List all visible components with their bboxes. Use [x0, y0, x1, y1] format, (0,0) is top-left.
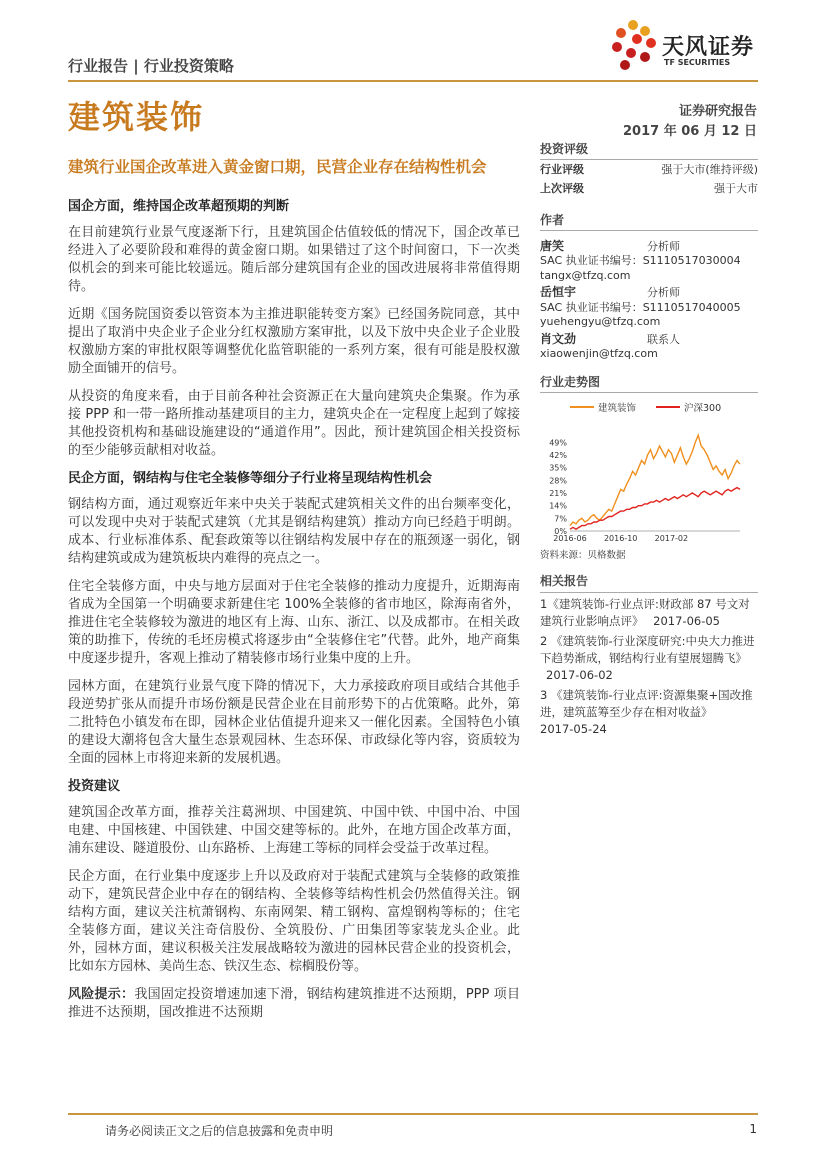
author-role: 分析师 — [647, 239, 680, 253]
related-item[interactable] — [540, 633, 758, 684]
y-tick-label: 28% — [549, 476, 567, 486]
author — [540, 239, 758, 284]
y-tick-label: 35% — [549, 463, 567, 473]
rating-row — [540, 179, 758, 198]
y-tick-label: 0% — [554, 527, 567, 536]
related-date: 2017-06-05 — [653, 614, 720, 628]
related-text: 1《建筑装饰-行业点评:财政部 87 号文对建筑行业影响点评》 — [540, 597, 750, 628]
chart-source: 资料来源：贝格数据 — [540, 550, 626, 561]
footer-divider — [68, 1113, 758, 1115]
trend-chart — [540, 395, 758, 545]
author-role: 分析师 — [647, 286, 680, 299]
author — [540, 332, 758, 362]
series-line — [570, 488, 740, 530]
report-date: 2017 年 06 月 12 日 — [623, 124, 757, 139]
related-date: 2017-05-24 — [540, 722, 607, 736]
author — [540, 285, 758, 330]
y-tick-label: 7% — [554, 514, 567, 524]
series-line — [570, 435, 740, 525]
authors-box — [540, 213, 758, 362]
legend-label: 沪深300 — [684, 403, 722, 414]
y-tick-label: 21% — [549, 489, 567, 499]
section-heading: 民企方面，钢结构与住宅全装修等细分子行业将呈现结构性机会 — [68, 471, 433, 486]
logo-name: 天风证券 — [662, 35, 755, 60]
rating-key: 行业评级 — [540, 163, 584, 176]
related-text: 3 《建筑装饰-行业点评:资源集聚+国改推进，建筑蓝筹至少存在相对收益》 — [540, 688, 753, 719]
paragraph: 近期《国务院国资委以管资本为主推进职能转变方案》已经国务院同意，其中提出了取消中央企业子企业分红权激励方案审批，以及下放中央企业子企业股权激励方案的审批权限等调整优化监管职能的一系列方案，很有可能是股权激励全面铺开的信号。 — [68, 307, 520, 376]
page-number: 1 — [749, 1122, 757, 1136]
related-item[interactable] — [540, 596, 758, 630]
paragraph: 在目前建筑行业景气度逐渐下行，且建筑国企估值较低的情况下，国企改革已经进入了必要阶段和难得的黄金窗口期。如果错过了这个时间窗口，下一次类似机会的到来可能比较遥远。随后部分建筑国有企业的国改进展将非常值得期待。 — [68, 225, 520, 294]
paragraph: 建筑国企改革方面，推荐关注葛洲坝、中国建筑、中国中铁、中国中冶、中国电建、中国核建、中国铁建、中国交建等标的。此外，在地方国企改革方面，浦东建设、隧道股份、山东路桥、上海建工等标的同样会受益于改革过程。 — [68, 805, 520, 856]
authors-title: 作者 — [540, 213, 758, 231]
company-logo — [610, 20, 760, 75]
paragraph: 民企方面，在行业集中度逐步上升以及政府对于装配式建筑与全装修的政策推动下，建筑民营企业中存在的钢结构、全装修等结构性机会仍然值得关注。钢结构方面，建议关注杭萧钢构、东南网架、精工钢构、富煌钢构等标的；住宅全装修方面，建议关注奇信股份、全筑股份、广田集团等家装龙头企业。此外，园林方面，建议积极关注发展战略较为激进的园林民营企业的投资机会，比如东方园林、美尚生态、铁汉生态、棕榈股份等。 — [68, 869, 520, 974]
author-name: 肖文劲 — [540, 331, 577, 346]
related-text: 2 《建筑装饰-行业深度研究:中央大力推进下趋势渐成，钢结构行业有望展翅腾飞》 — [540, 634, 755, 665]
report-category: 行业报告 | 行业投资策略 — [68, 57, 234, 75]
legend-label: 建筑装饰 — [598, 403, 637, 414]
rating-value: 强于大市 — [714, 182, 758, 195]
trend-box — [540, 373, 758, 561]
trend-title: 行业走势图 — [540, 373, 758, 393]
report-type: 证券研究报告 — [678, 104, 757, 119]
sector-title: 建筑装饰 — [68, 98, 205, 136]
x-tick-label: 2016-06 — [553, 534, 587, 543]
author-email[interactable]: tangx@tfzq.com — [540, 268, 631, 282]
author-name: 岳恒宇 — [540, 285, 577, 299]
author-email[interactable]: yuehengyu@tfzq.com — [540, 315, 661, 328]
paragraph: 园林方面，在建筑行业景气度下降的情况下，大力承接政府项目或结合其他手段逆势扩张从而提升市场份额是民营企业在目前形势下的占优策略。此外，第二批特色小镇发布在即，园林企业估值提升迎来又一催化因素。全国特色小镇的建设大潮将包含大量生态景观园林、生态环保、市政绿化等内容，资质较为全面的园林上市将迎来新的发展机遇。 — [68, 679, 520, 766]
rating-box — [540, 140, 758, 198]
related-title: 相关报告 — [540, 573, 758, 593]
related-item[interactable] — [540, 687, 758, 738]
paragraph: 钢结构方面，通过观察近年来中央关于装配式建筑相关文件的出台频率变化，可以发现中央对于装配式建筑（尤其是钢结构建筑）推动方向已经趋于明朗。成本、行业标准体系、配套政策等以往钢结构发展中存在的瓶颈逐一弱化，钢结构建筑或成为建筑板块内难得的亮点之一。 — [68, 497, 520, 566]
logo-en: TF SECURITIES — [664, 58, 731, 67]
x-tick-label: 2017-02 — [654, 534, 689, 543]
author-sac: SAC 执业证书编号：S1110517030004 — [540, 254, 741, 267]
author-name: 唐笑 — [540, 238, 565, 253]
risk-warning — [68, 986, 520, 1022]
y-tick-label: 14% — [549, 501, 567, 511]
author-email[interactable]: xiaowenjin@tfzq.com — [540, 347, 658, 360]
footer-disclaimer[interactable]: 请务必阅读正文之后的信息披露和免责申明 — [105, 1124, 334, 1138]
headline: 建筑行业国企改革进入黄金窗口期，民营企业存在结构性机会 — [68, 158, 487, 176]
related-date: 2017-06-02 — [546, 668, 613, 682]
author-sac: SAC 执业证书编号：S1110517040005 — [540, 300, 741, 314]
rating-value: 强于大市(维持评级) — [661, 163, 758, 176]
section-heading: 投资建议 — [68, 779, 121, 794]
main-body — [68, 198, 520, 1032]
rating-row — [540, 160, 758, 179]
y-tick-label: 42% — [549, 451, 567, 461]
header-divider — [68, 80, 758, 82]
x-tick-label: 2016-10 — [603, 534, 638, 543]
related-box — [540, 573, 758, 738]
rating-title: 投资评级 — [540, 140, 758, 160]
author-role: 联系人 — [647, 332, 680, 346]
rating-key: 上次评级 — [540, 182, 584, 195]
risk-label: 风险提示： — [68, 987, 135, 1002]
paragraph: 从投资的角度来看，由于目前各种社会资源正在大量向建筑央企集聚。作为承接 PPP 和一带一路所推动基建项目的主力，建筑央企在一定程度上起到了嫁接其他投资机构和基础设施建设的“通道作用”。因此，预计建筑国企相关投资标的至少能够贡献相对收益。 — [68, 389, 520, 458]
y-tick-label: 49% — [549, 438, 567, 448]
logo-dots-icon — [610, 20, 656, 72]
risk-text: 我国固定投资增速加速下滑，钢结构建筑推进不达预期，PPP 项目推进不达预期，国改推进不达预期 — [68, 987, 520, 1020]
section-heading: 国企方面，维持国企改革超预期的判断 — [68, 199, 290, 214]
paragraph: 住宅全装修方面，中央与地方层面对于住宅全装修的推动力度提升，近期海南省成为全国第一个明确要求新建住宅 100%全装修的省市地区，除海南省外，推进住宅全装修较为激进的地区有上海、山东、浙江、以及成都市。在相关政策的助推下，传统的毛坯房模式将逐步由“全装修住宅”代替。此外，地产商集中度逐步提升，客观上推动了精装修市场行业集中度的上升。 — [68, 579, 520, 666]
